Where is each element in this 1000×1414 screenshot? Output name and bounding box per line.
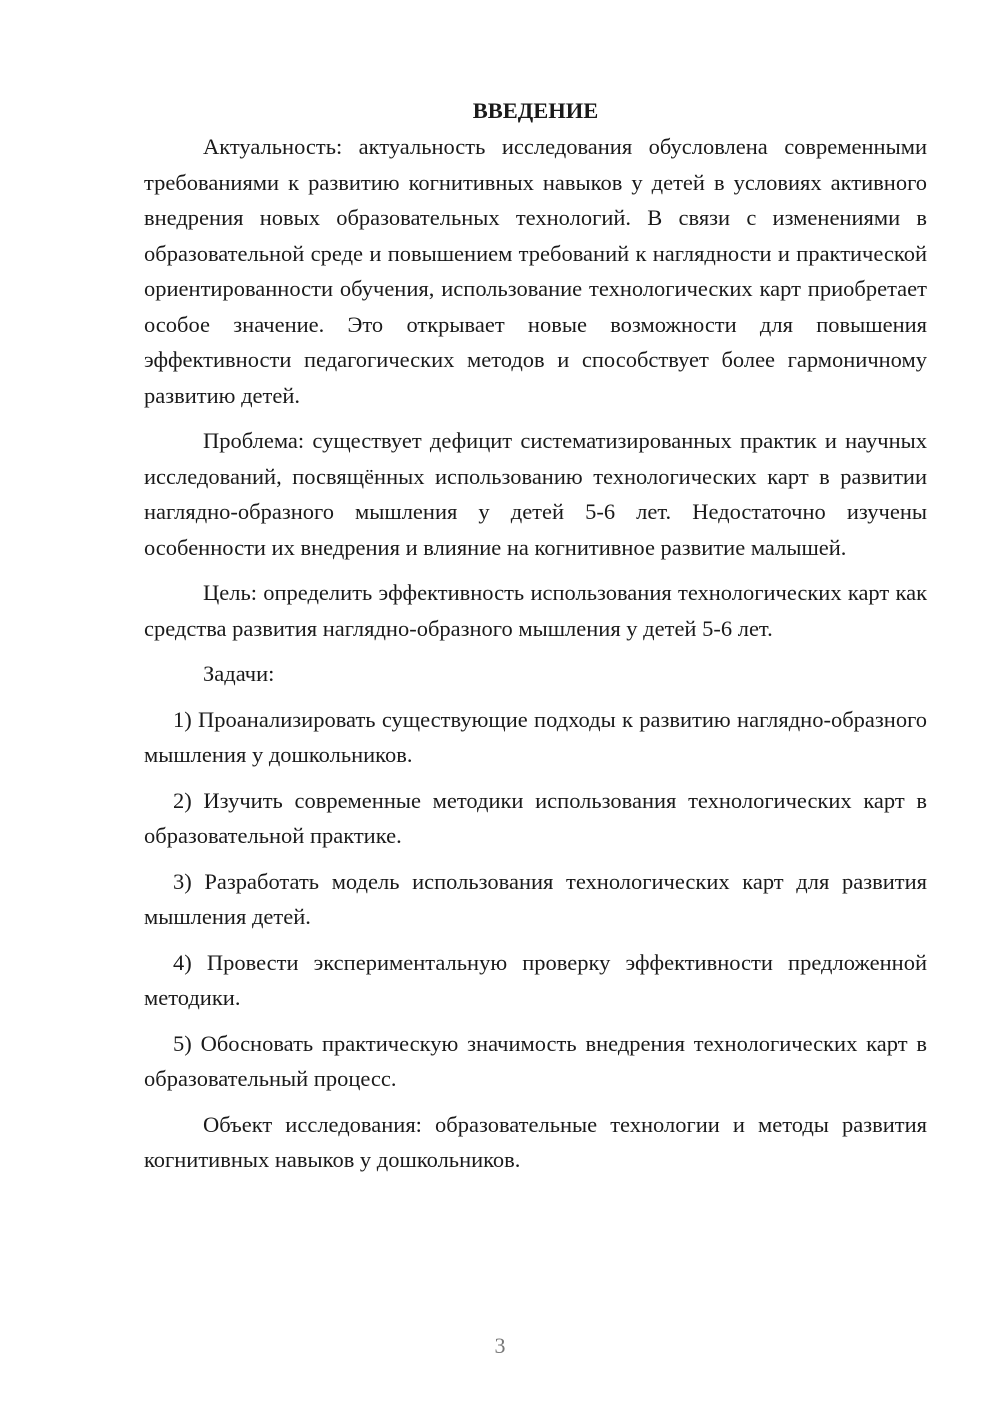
- task-item: 2) Изучить современные методики использования технологических карт в образовательной практике.: [144, 787, 927, 848]
- task-item: 1) Проанализировать существующие подходы к развитию наглядно-образного мышления у дошкольников.: [144, 706, 927, 767]
- page-number: 3: [494, 1333, 506, 1358]
- task-item: 4) Провести экспериментальную проверку эффективности предложенной методики.: [144, 949, 927, 1010]
- task-item: 5) Обосновать практическую значимость внедрения технологических карт в образовательный процесс.: [144, 1030, 927, 1091]
- task-item: 3) Разработать модель использования технологических карт для развития мышления детей.: [144, 868, 927, 929]
- problem-paragraph: Проблема: существует дефицит систематизированных практик и научных исследований, посвящённых использованию технологических карт в развитии наглядно-образного мышления у детей 5-6 лет. Недостаточно изучены особенности их внедрения и влияние на когнитивное развитие малышей.: [144, 428, 927, 560]
- tasks-label: Задачи:: [203, 661, 275, 686]
- object-paragraph: Объект исследования: образовательные технологии и методы развития когнитивных навыков у дошкольников.: [144, 1111, 927, 1172]
- relevance-paragraph: Актуальность: актуальность исследования обусловлена современными требованиями к развитию когнитивных навыков у детей в условиях активного внедрения новых образовательных технологий. В связи с изменениями в образовательной среде и повышением требований к наглядности и практической ориентированности обучения, использование технологических карт приобретает особое значение. Это открывает новые возможности для повышения эффективности педагогических методов и способствует более гармоничному развитию детей.: [144, 134, 927, 408]
- page-content: [144, 93, 927, 1188]
- section-title: ВВЕДЕНИЕ: [472, 98, 599, 123]
- goal-paragraph: Цель: определить эффективность использования технологических карт как средства развития наглядно-образного мышления у детей 5-6 лет.: [144, 580, 927, 641]
